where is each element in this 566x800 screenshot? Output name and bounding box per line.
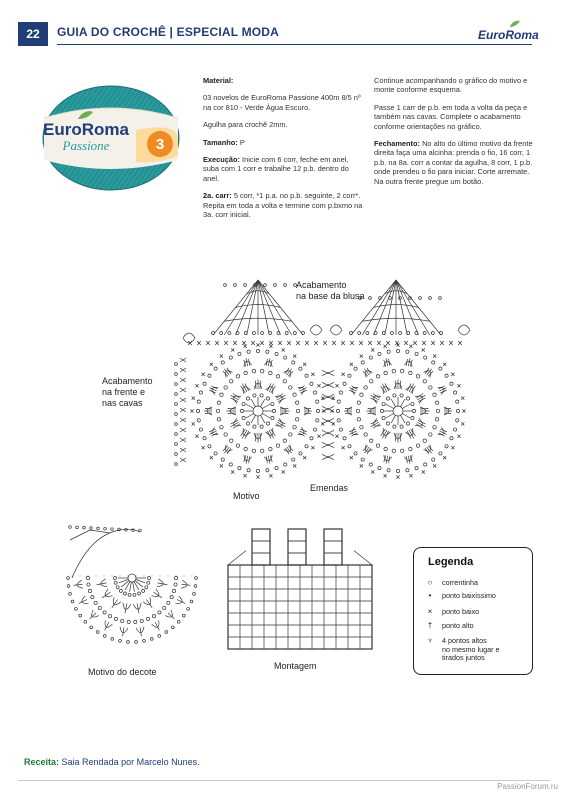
footer-divider xyxy=(18,780,550,781)
round2-text: 5 corr, *1 p.a. no p.b. seguinte, 2 corr*. Repita em toda a volta e termine com p.bxmo na 3a. corr inicial. xyxy=(203,191,363,220)
material-text: 03 novelos de EuroRoma Passione 400m 8/5 nº na cor 810 - Verde Água Escuro. xyxy=(203,93,361,112)
legend-item-label: 4 pontos altos no mesmo lugar e tirados juntos xyxy=(442,636,500,663)
legend-item-label: ponto baixo xyxy=(442,607,480,616)
legend-box xyxy=(413,547,533,675)
label-motivo-decote: Motivo do decote xyxy=(88,667,157,677)
exec-label: Execução: xyxy=(203,155,240,165)
legend-item xyxy=(424,637,528,663)
skein-number: 3 xyxy=(155,136,165,153)
recipe-credit xyxy=(24,757,200,767)
label-acabamento-frente: Acabamento na frente e nas cavas xyxy=(102,376,153,408)
pass-text: Passe 1 carr de p.b. em toda a volta da peça e também nas cavas. Complete o acabamento conforme orientações no gráfico. xyxy=(374,102,528,131)
legend-item xyxy=(424,622,528,631)
legend-item xyxy=(424,608,528,617)
label-motivo: Motivo xyxy=(233,491,260,501)
closing-text: No alto do último motivo da frente direita faça uma alcinha: prenda o fio, 16 corr, 1 p.b. na 8a. corr a contar da agulha, 8 corr, 1 p.b. onde prendeu o fio para iniciar. Corte arremate. Na outra frente pregue um botão. xyxy=(374,139,533,186)
round2-label: 2a. carr: xyxy=(203,191,232,201)
chain-stitch-icon: ○ xyxy=(427,578,433,587)
slip-stitch-icon: • xyxy=(428,591,432,600)
brand-logo: EuroRoma xyxy=(478,28,539,42)
double-crochet-icon: † xyxy=(427,621,433,630)
exec-text: Inicie com 6 corr, feche em anel, suba com 1 corr e trabalhe 12 p.b. dentro do anel. xyxy=(203,155,349,183)
label-montagem: Montagem xyxy=(274,661,317,671)
skein-line: Passione xyxy=(62,138,110,153)
single-crochet-icon: × xyxy=(427,607,433,616)
legend-title: Legenda xyxy=(428,556,474,568)
header-divider xyxy=(57,44,532,45)
cluster-stitch-icon: ♆ xyxy=(427,636,433,645)
label-emendas: Emendas xyxy=(310,483,349,493)
watermark: PassionForum.ru xyxy=(497,782,558,791)
size-label: Tamanho: xyxy=(203,137,238,147)
material-label: Material: xyxy=(203,76,234,85)
legend-item xyxy=(424,592,528,601)
instructions-column-left xyxy=(203,76,363,227)
needle-text: Agulha para crochê 2mm. xyxy=(203,120,288,130)
skein-brand: EuroRoma xyxy=(43,120,129,139)
leaf-icon xyxy=(509,20,521,28)
recipe-label: Receita: xyxy=(24,757,60,767)
closing-label: Fechamento: xyxy=(374,139,420,149)
legend-item-label: ponto baixíssimo xyxy=(442,591,496,600)
page-number: 22 xyxy=(18,22,48,46)
recipe-text: Saia Rendada por Marcelo Nunes. xyxy=(61,757,200,767)
instructions-column-right xyxy=(374,76,534,194)
size-value: P xyxy=(239,137,245,147)
page-header-title: GUIA DO CROCHÊ | ESPECIAL MODA xyxy=(57,25,280,39)
label-acabamento-base: Acabamento na base da blusa xyxy=(296,280,365,301)
legend-item xyxy=(424,579,528,588)
yarn-skein-image xyxy=(36,78,186,196)
legend-item-label: ponto alto xyxy=(442,621,474,630)
legend-item-label: correntinha xyxy=(442,578,478,587)
continue-text: Continue acompanhando o gráfico do motivo e monte conforme esquema. xyxy=(374,76,528,95)
